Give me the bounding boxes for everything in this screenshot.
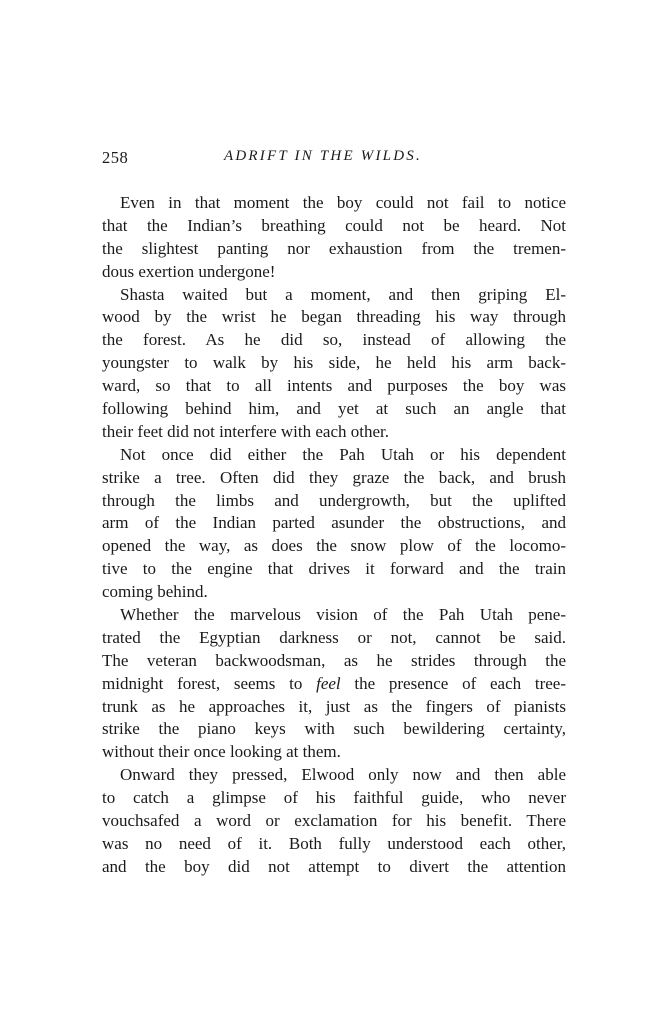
running-head xyxy=(102,148,566,172)
text-line: wood by the wrist he began threading his way through xyxy=(102,307,566,327)
text-line: and the boy did not attempt to divert the attention xyxy=(102,856,566,876)
text-line: opened the way, as does the snow plow of the locomo- xyxy=(102,536,566,556)
italic-word: feel xyxy=(316,673,341,693)
text-line: ward, so that to all intents and purposes the boy was xyxy=(102,376,566,396)
text-line: following behind him, and yet at such an angle that xyxy=(102,399,566,419)
running-title: ADRIFT IN THE WILDS. xyxy=(224,148,422,164)
text-line: Not once did either the Pah Utah or his dependent xyxy=(120,444,566,464)
text-line: Whether the marvelous vision of the Pah Utah pene- xyxy=(120,605,566,625)
text-line: to catch a glimpse of his faithful guide, who never xyxy=(102,788,566,808)
text-line: trunk as he approaches it, just as the fingers of pianists xyxy=(102,696,566,716)
text-line: through the limbs and undergrowth, but the uplifted xyxy=(102,490,566,510)
text-line: Onward they pressed, Elwood only now and then able xyxy=(120,765,566,785)
text-line: trated the Egyptian darkness or not, cannot be said. xyxy=(102,627,566,647)
text-line: Even in that moment the boy could not fail to notice xyxy=(120,193,566,212)
text-line: their feet did not interfere with each other. xyxy=(102,421,389,441)
text-line: without their once looking at them. xyxy=(102,742,341,762)
text-segment: midnight forest, seems to xyxy=(102,673,303,693)
text-line: arm of the Indian parted asunder the obstructions, and xyxy=(102,513,566,533)
text-line: the forest. As he did so, instead of allowing the xyxy=(102,330,566,350)
text-line: tive to the engine that drives it forward and the train xyxy=(102,559,566,579)
text-line-with-italic xyxy=(102,673,566,696)
text-line: strike the piano keys with such bewildering certainty, xyxy=(102,719,566,739)
page-number: 258 xyxy=(102,148,129,167)
text-line: that the Indian’s breathing could not be heard. Not xyxy=(102,215,566,235)
text-line: strike a tree. Often did they graze the back, and brush xyxy=(102,467,566,487)
text-line: coming behind. xyxy=(102,582,208,602)
text-line: the slightest panting nor exhaustion from the tremen- xyxy=(102,238,566,258)
text-line: The veteran backwoodsman, as he strides through the xyxy=(102,650,566,670)
text-line: youngster to walk by his side, he held his arm back- xyxy=(102,353,566,373)
text-line: vouchsafed a word or exclamation for his benefit. There xyxy=(102,811,566,831)
text-line: dous exertion undergone! xyxy=(102,261,276,281)
text-line: was no need of it. Both fully understood each other, xyxy=(102,833,566,853)
text-line: Shasta waited but a moment, and then griping El- xyxy=(120,284,566,304)
text-segment: the presence of each tree- xyxy=(354,673,567,693)
body-text xyxy=(102,192,566,879)
